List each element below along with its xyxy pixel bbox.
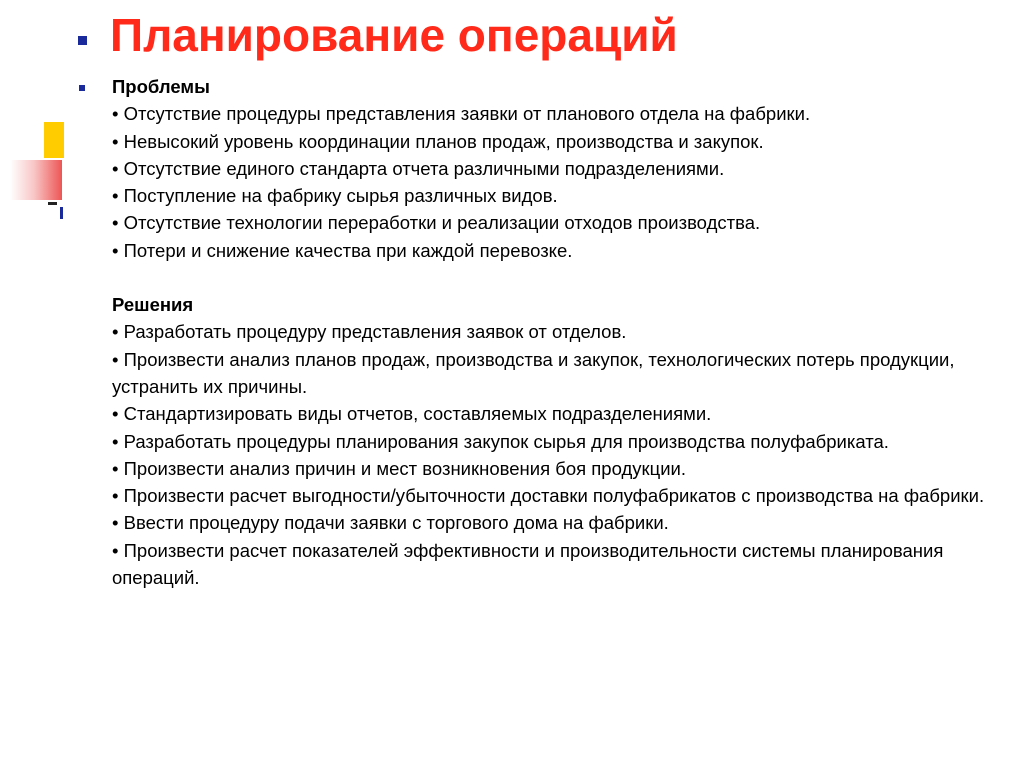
problem-item: • Потери и снижение качества при каждой перевозке. [112,239,573,261]
solution-item: • Разработать процедуру представления заявок от отделов. [112,321,627,343]
body-square-bullet-icon [79,85,85,91]
solutions-heading: Решения [112,294,194,316]
title-square-bullet-icon [78,36,87,45]
decorative-red-gradient-block [10,160,62,200]
solution-item: • Произвести расчет показателей эффективности и производительности системы планирования операций. [112,539,944,589]
decorative-yellow-block [44,122,64,158]
problems-list [112,100,992,264]
problem-item: • Поступление на фабрику сырья различных видов. [112,185,558,207]
decorative-blue-tick [60,207,63,219]
problem-item: • Отсутствие процедуры представления заявки от планового отдела на фабрики. [112,103,811,125]
problems-heading: Проблемы [112,76,210,97]
solution-item: • Разработать процедуры планирования закупок сырья для производства полуфабриката. [112,430,889,452]
section-spacer [112,264,992,291]
solution-item: • Произвести расчет выгодности/убыточности доставки полуфабрикатов с производства на фабрики. [112,485,985,507]
solution-item: • Ввести процедуру подачи заявки с торгового дома на фабрики. [112,512,669,534]
problem-item: • Отсутствие единого стандарта отчета различными подразделениями. [112,157,725,179]
solution-item: • Произвести анализ причин и мест возникновения боя продукции. [112,457,686,479]
problem-item: • Невысокий уровень координации планов продаж, производства и закупок. [112,130,764,152]
problem-item: • Отсутствие технологии переработки и реализации отходов производства. [112,212,761,234]
decorative-dash [48,202,57,205]
slide-title: Планирование операций [110,9,678,61]
solutions-list [112,318,992,591]
solution-item: • Стандартизировать виды отчетов, составляемых подразделениями. [112,403,712,425]
slide-body [112,73,992,591]
solution-item: • Произвести анализ планов продаж, производства и закупок, технологических потерь продукции, устранить их причины. [112,348,955,397]
